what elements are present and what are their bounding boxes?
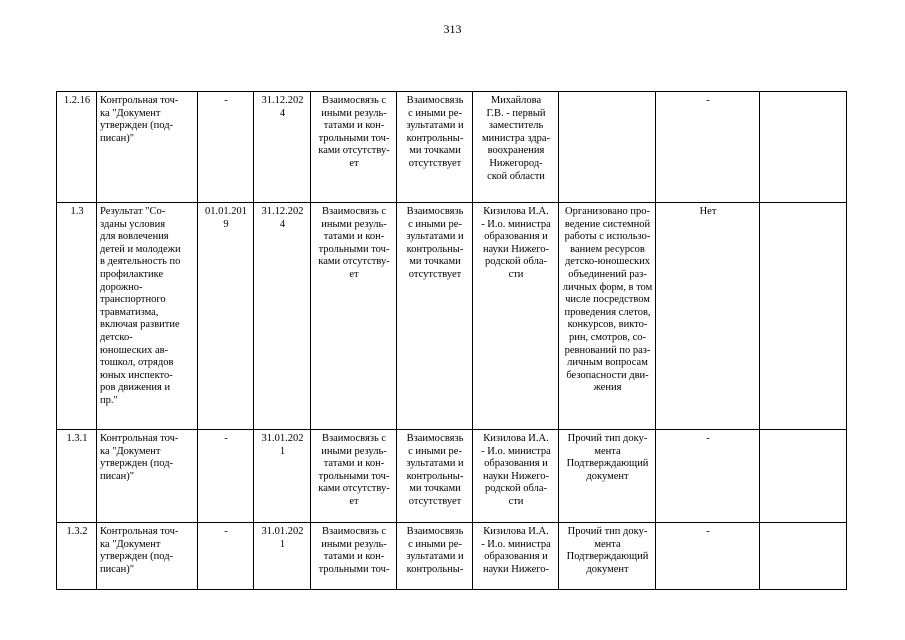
link-next: Взаимосвязь с иными ре- зультатами и контрольны- ми точками отсутствует [397, 203, 473, 430]
link-previous: Взаимосвязь с иными резуль- татами и кон- трольными точ- [311, 523, 397, 590]
end-date: 31.12.202 4 [254, 203, 311, 430]
result-flag: - [656, 92, 760, 203]
link-previous: Взаимосвязь с иными резуль- татами и кон- трольными точ- ками отсутству- ет [311, 203, 397, 430]
responsible-person: Кизилова И.А. - И.о. министра образования и науки Нижего- родской обла- сти [473, 203, 559, 430]
row-name: Контрольная точ- ка "Документ утвержден (под- писан)" [97, 430, 198, 523]
extra-cell [760, 523, 847, 590]
schedule-table [56, 91, 847, 590]
responsible-person: Кизилова И.А. - И.о. министра образования и науки Нижего- родской обла- сти [473, 430, 559, 523]
result-description: Организовано про- ведение системной работы с использо- ванием ресурсов детско-юношеских объединений раз- личных форм, в том числе посредством проведения слетов, конкурсов, викто- рин, смотров, со- ревнований по раз- личным вопросам безопасности дви- жения [559, 203, 656, 430]
table-row [57, 523, 847, 590]
row-name: Контрольная точ- ка "Документ утвержден (под- писан)" [97, 523, 198, 590]
extra-cell [760, 430, 847, 523]
link-next: Взаимосвязь с иными ре- зультатами и контрольны- [397, 523, 473, 590]
result-flag: - [656, 523, 760, 590]
end-date: 31.01.202 1 [254, 430, 311, 523]
link-previous: Взаимосвязь с иными резуль- татами и кон- трольными точ- ками отсутству- ет [311, 92, 397, 203]
row-name: Контрольная точ- ка "Документ утвержден (под- писан)" [97, 92, 198, 203]
start-date: 01.01.201 9 [198, 203, 254, 430]
row-name: Результат "Со- зданы условия для вовлечения детей и молодежи в деятельность по профилактике дорожно- транспортного травматизма, включая развитие детско- юношеских ав- тошкол, отрядов юных инспекто- ров движения и пр." [97, 203, 198, 430]
row-number: 1.3 [57, 203, 97, 430]
row-number: 1.3.2 [57, 523, 97, 590]
end-date: 31.12.202 4 [254, 92, 311, 203]
result-flag: - [656, 430, 760, 523]
table-row [57, 92, 847, 203]
start-date: - [198, 523, 254, 590]
extra-cell [760, 92, 847, 203]
result-flag: Нет [656, 203, 760, 430]
page-number: 313 [443, 22, 462, 36]
start-date: - [198, 92, 254, 203]
responsible-person: Михайлова Г.В. - первый заместитель министра здра- воохранения Нижегород- ской области [473, 92, 559, 203]
row-number: 1.2.16 [57, 92, 97, 203]
start-date: - [198, 430, 254, 523]
table-row [57, 203, 847, 430]
link-next: Взаимосвязь с иными ре- зультатами и контрольны- ми точками отсутствует [397, 430, 473, 523]
row-number: 1.3.1 [57, 430, 97, 523]
link-next: Взаимосвязь с иными ре- зультатами и контрольны- ми точками отсутствует [397, 92, 473, 203]
link-previous: Взаимосвязь с иными резуль- татами и кон- трольными точ- ками отсутству- ет [311, 430, 397, 523]
result-description [559, 92, 656, 203]
table-row [57, 430, 847, 523]
result-description: Прочий тип доку- мента Подтверждающий документ [559, 430, 656, 523]
responsible-person: Кизилова И.А. - И.о. министра образования и науки Нижего- [473, 523, 559, 590]
extra-cell [760, 203, 847, 430]
result-description: Прочий тип доку- мента Подтверждающий документ [559, 523, 656, 590]
end-date: 31.01.202 1 [254, 523, 311, 590]
